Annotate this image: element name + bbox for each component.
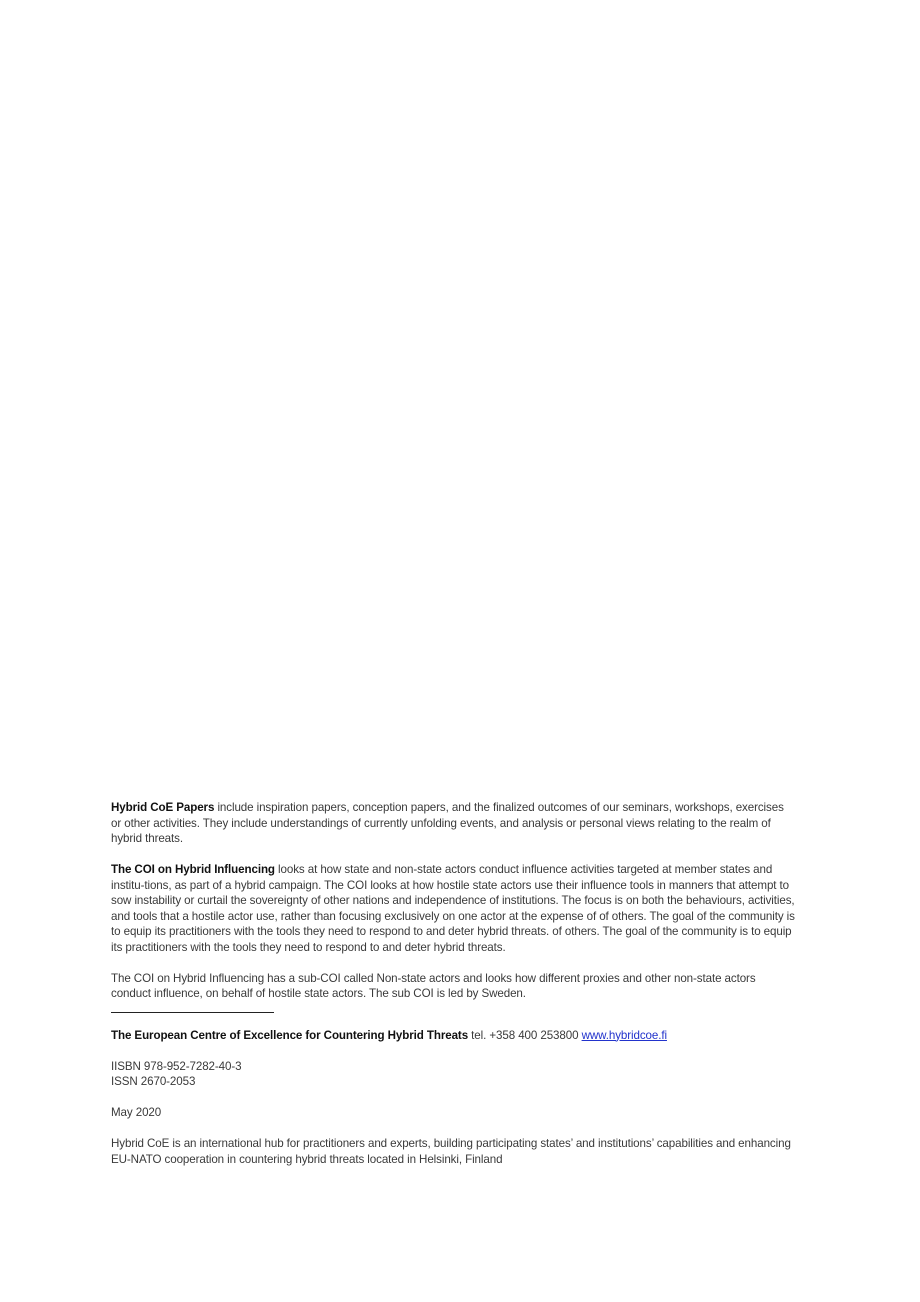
issn: ISSN 2670-2053 (111, 1075, 196, 1088)
about-paragraph: Hybrid CoE is an international hub for practitioners and experts, building participating states’ and institutions’ capabilities and enhancing EU-NATO cooperation in countering hybrid threats located in Helsinki, Finland (111, 1137, 791, 1166)
telephone: tel. +358 400 253800 (468, 1028, 582, 1042)
contact-line (111, 1028, 795, 1044)
coi-text: looks at how state and non-state actors conduct influence activities targeted at member states and institu-tions, as part of a hybrid campaign. The COI looks at how hostile state actors use their influence tools in manners that attempt to sow instability or curtail the sovereignty of other nations and independence of institutions. The focus is on both the behaviours, activities, and tools that a hostile actor use, rather than focusing exclusively on one actor at the expense of of others. The goal of the community is to equip its practitioners with the tools they need to respond to and deter hybrid threats. of others. The goal of the community is to equip its practitioners with the tools they need to respond to and deter hybrid threats. (111, 863, 795, 954)
identifiers (111, 1059, 795, 1090)
organization-name: The European Centre of Excellence for Countering Hybrid Threats (111, 1028, 469, 1042)
divider (111, 1012, 274, 1013)
coi-paragraph (111, 862, 795, 955)
subcoi-paragraph: The COI on Hybrid Influencing has a sub-COI called Non-state actors and looks how different proxies and other non-state actors conduct influence, on behalf of hostile state actors. The sub COI is led by Sweden. (111, 971, 756, 1000)
papers-title: Hybrid CoE Papers (111, 801, 215, 814)
papers-text: include inspiration papers, conception papers, and the finalized outcomes of our seminars, workshops, exercises or other activities. They include understandings of currently unfolding events, and analysis or personal views relating to the realm of hybrid threats. (111, 801, 784, 845)
papers-paragraph (111, 800, 795, 847)
publication-date: May 2020 (111, 1106, 162, 1119)
colophon (111, 800, 795, 1183)
website-link[interactable]: www.hybridcoe.fi (581, 1028, 667, 1042)
isbn: IISBN 978-952-7282-40-3 (111, 1059, 242, 1073)
coi-title: The COI on Hybrid Influencing (111, 863, 275, 876)
